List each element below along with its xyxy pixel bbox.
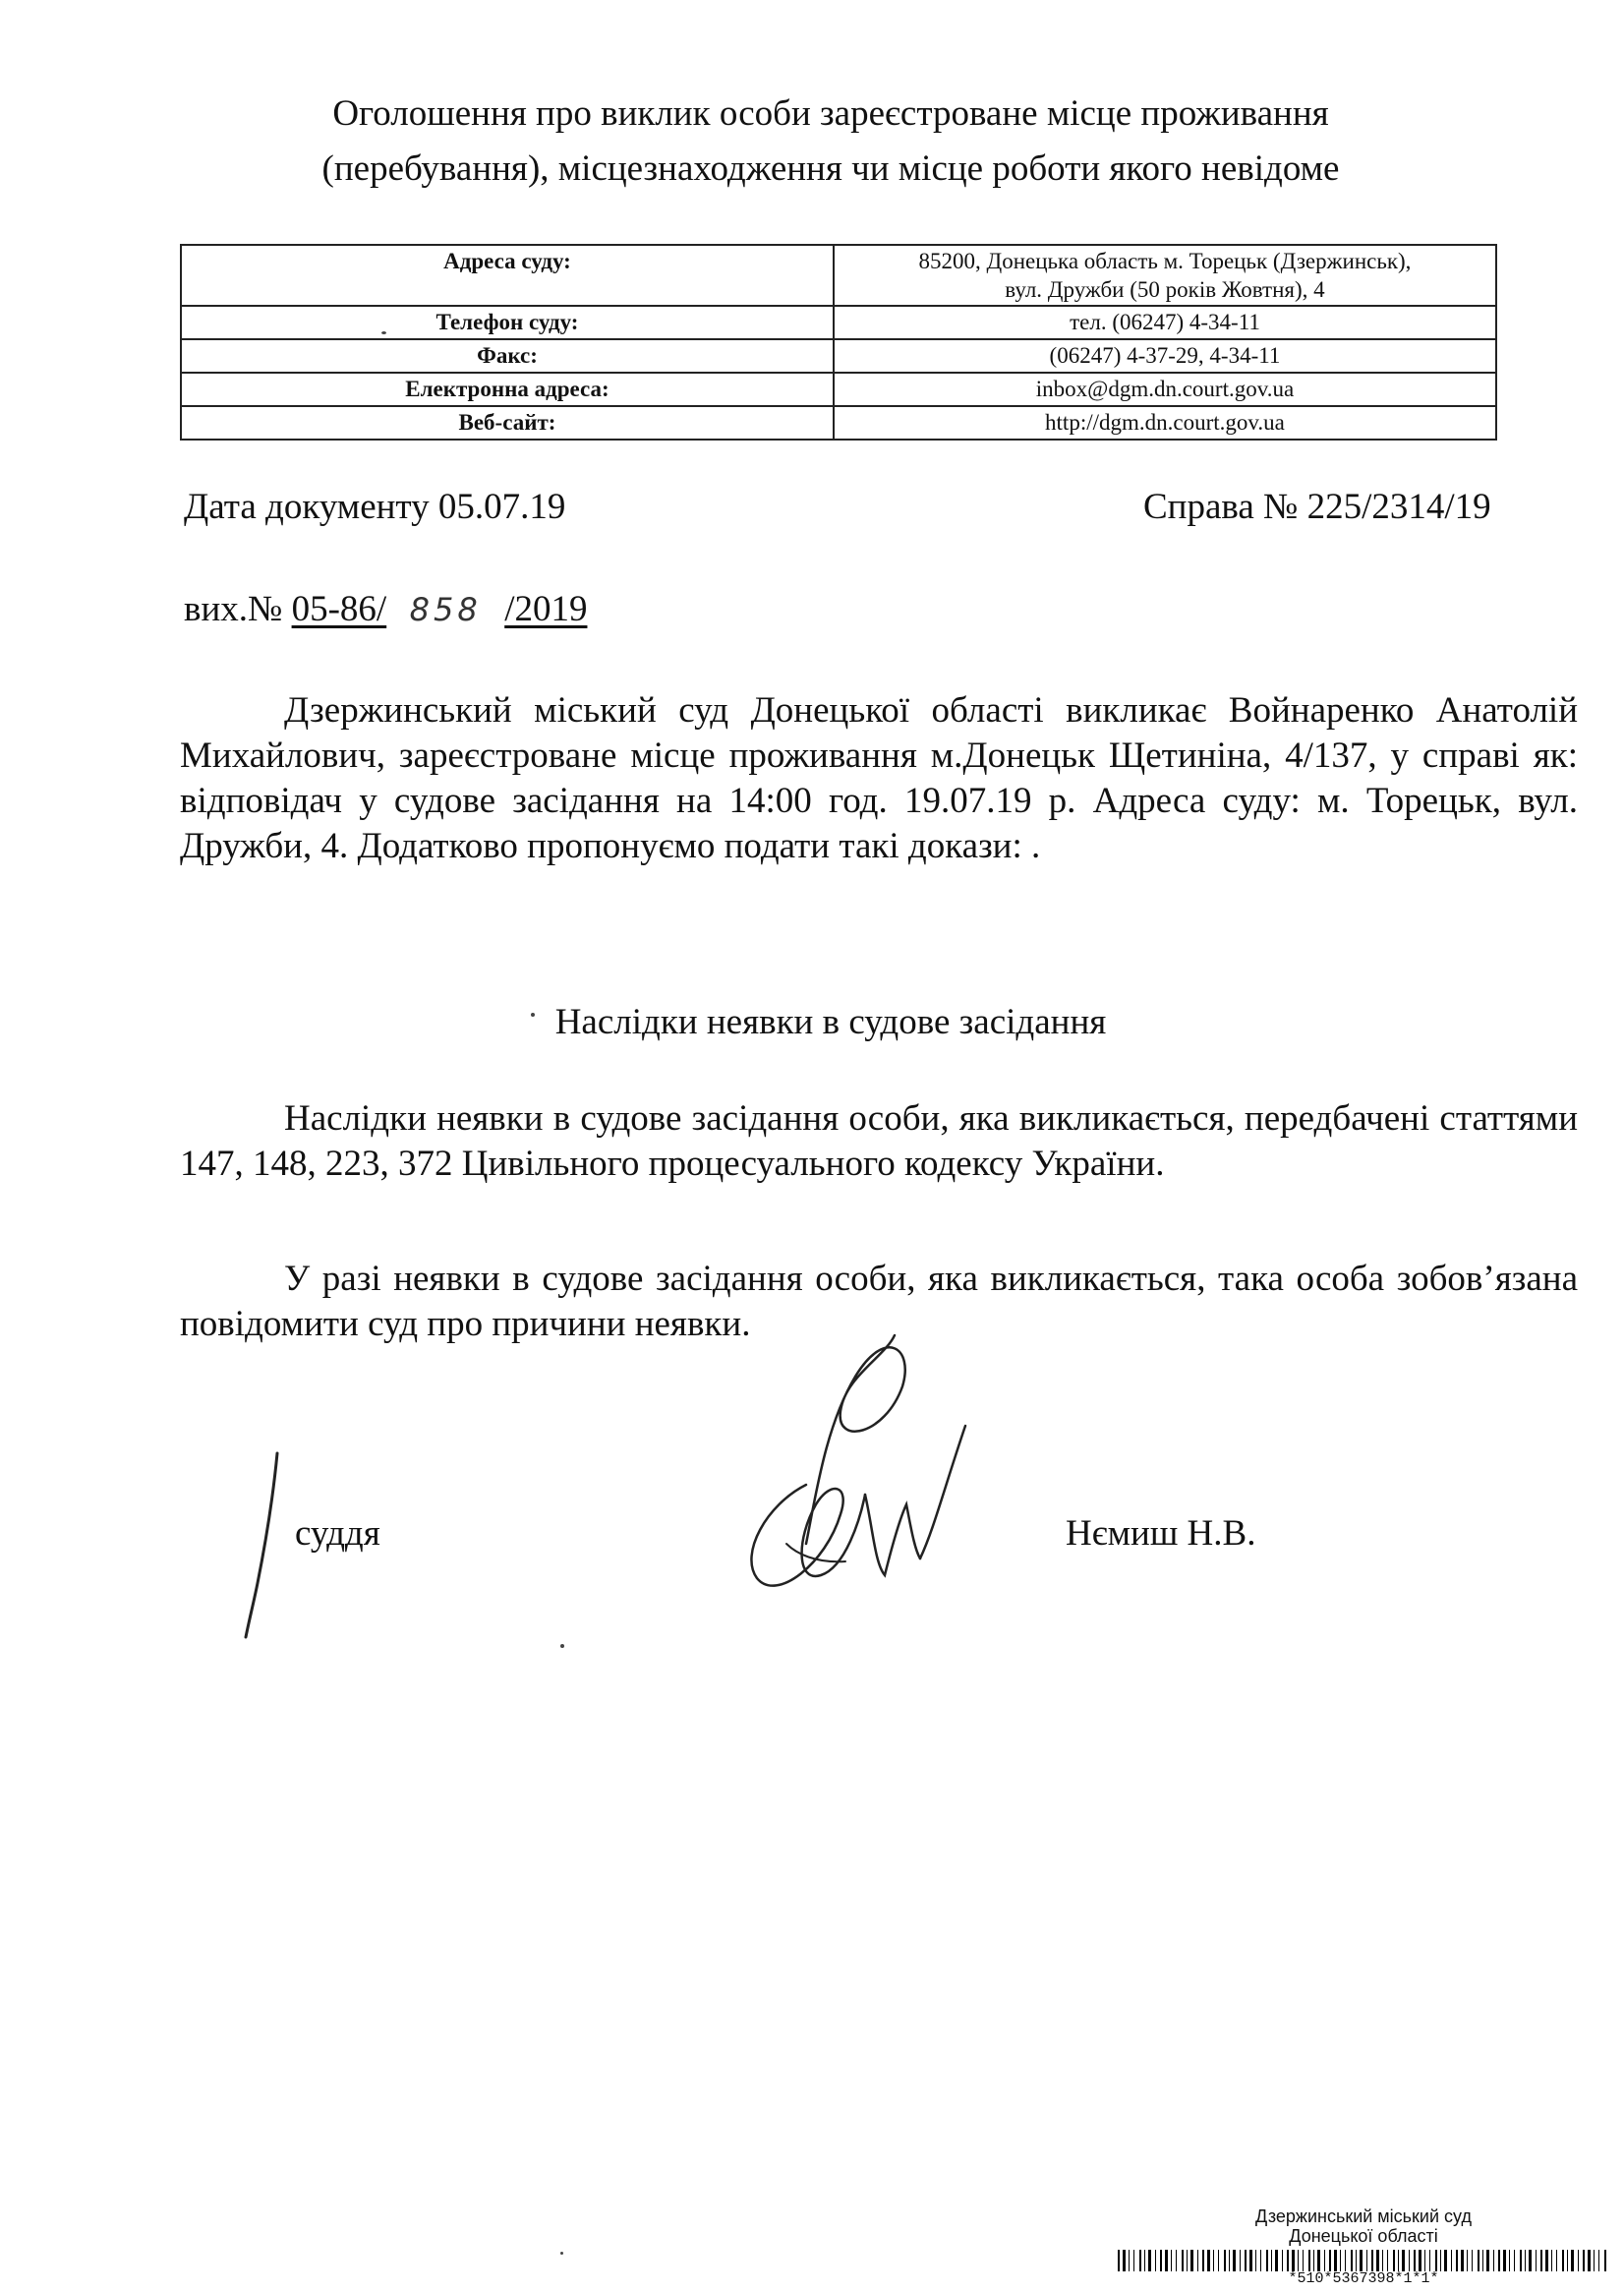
barcode-bar <box>1402 2250 1405 2271</box>
barcode-bar <box>1190 2250 1193 2271</box>
barcode-bar <box>1218 2250 1219 2271</box>
barcode-bar <box>1393 2250 1395 2271</box>
barcode-bar <box>1207 2250 1210 2271</box>
barcode-bar <box>1440 2250 1441 2271</box>
judge-name: Нємиш Н.В. <box>1066 1513 1256 1554</box>
handwritten-number: 858 <box>409 591 482 628</box>
scan-speck <box>381 331 386 334</box>
barcode-bar <box>1224 2250 1226 2271</box>
court-info-row-email <box>181 373 1496 406</box>
barcode-bar <box>1376 2250 1379 2271</box>
consequences-text-2: У разі неявки в судове засідання особи, яка викликається, така особа зобов’язана повідомити суд про причини неявки. <box>180 1259 1578 1344</box>
barcode-bar <box>1229 2250 1230 2271</box>
court-phone-label: Телефон суду: <box>181 306 834 339</box>
barcode-bar <box>1478 2250 1479 2271</box>
outgoing-number-value <box>292 589 588 629</box>
barcode-bar <box>1486 2250 1489 2271</box>
barcode-bar <box>1456 2250 1458 2271</box>
barcode-icon <box>1118 2250 1609 2271</box>
barcode-bar <box>1340 2250 1341 2271</box>
barcode-bar <box>1525 2250 1526 2271</box>
barcode-bar <box>1556 2250 1557 2271</box>
document-title-line-1: Оголошення про виклик особи зареєстроване місце проживання <box>332 93 1329 134</box>
barcode-bar <box>1148 2250 1151 2271</box>
barcode-bar <box>1345 2250 1346 2271</box>
barcode-bar <box>1371 2250 1373 2271</box>
outgoing-number-start: 05-86/ <box>291 589 387 629</box>
handwritten-slash-mark <box>236 1445 295 1642</box>
barcode-bar <box>1382 2250 1383 2271</box>
barcode-bar <box>1578 2250 1579 2271</box>
barcode-bar <box>1414 2250 1416 2271</box>
stamp-court-name: Дзержинський міський суд <box>1255 2206 1472 2226</box>
court-info-table <box>180 244 1497 441</box>
barcode-bar <box>1444 2250 1447 2271</box>
consequences-text-1: Наслідки неявки в судове засідання особи, яка викликається, передбачені статтями 147, 148, 223, 372 Цивільного процесуального кодексу України. <box>180 1098 1578 1184</box>
court-info-row-fax <box>181 339 1496 373</box>
barcode-bar <box>1266 2250 1268 2271</box>
barcode-bar <box>1275 2250 1278 2271</box>
scan-speck <box>531 1013 535 1017</box>
court-address-line-2: вул. Дружби (50 років Жовтня), 4 <box>1005 277 1325 302</box>
barcode-bar <box>1424 2250 1425 2271</box>
barcode-bar <box>1292 2250 1295 2271</box>
court-info-row-address <box>181 245 1496 306</box>
outgoing-number-prefix: вих.№ <box>184 589 292 629</box>
barcode-bar <box>1351 2250 1353 2271</box>
barcode-bar <box>1303 2250 1304 2271</box>
barcode-bar <box>1287 2250 1289 2271</box>
barcode-bar <box>1187 2250 1188 2271</box>
barcode-bar <box>1540 2250 1542 2271</box>
barcode-bar <box>1240 2250 1241 2271</box>
barcode-bar <box>1551 2250 1552 2271</box>
barcode-bar <box>1182 2250 1184 2271</box>
barcode-bar <box>1329 2250 1331 2271</box>
barcode-bar <box>1398 2250 1399 2271</box>
barcode-bar <box>1419 2250 1421 2271</box>
barcode-bar <box>1308 2250 1310 2271</box>
barcode-bar <box>1514 2250 1515 2271</box>
barcode-bar <box>1498 2250 1500 2271</box>
barcode-bar <box>1271 2250 1272 2271</box>
barcode-bar <box>1334 2250 1337 2271</box>
scan-speck <box>560 1644 564 1648</box>
scan-speck <box>560 2252 563 2255</box>
court-website-value: http://dgm.dn.court.gov.ua <box>834 406 1496 440</box>
barcode-bar <box>1313 2250 1314 2271</box>
barcode-bar <box>1598 2250 1599 2271</box>
barcode-bar <box>1409 2250 1410 2271</box>
barcode-bar <box>1472 2250 1473 2271</box>
court-fax-label: Факс: <box>181 339 834 373</box>
barcode-bar <box>1139 2250 1141 2271</box>
barcode-bar <box>1133 2250 1134 2271</box>
consequences-paragraph-1 <box>180 1096 1578 1187</box>
summons-paragraph <box>180 688 1578 869</box>
case-number: Справа № 225/2314/19 <box>1143 487 1491 527</box>
barcode-bar <box>1249 2250 1252 2271</box>
court-fax-value: (06247) 4-37-29, 4-34-11 <box>834 339 1496 373</box>
barcode-bar <box>1165 2250 1168 2271</box>
barcode-bar <box>1529 2250 1532 2271</box>
barcode-bar <box>1176 2250 1177 2271</box>
barcode-bar <box>1324 2250 1325 2271</box>
barcode-bar <box>1604 2250 1606 2271</box>
barcode-bar <box>1366 2250 1367 2271</box>
barcode-bar <box>1118 2250 1120 2271</box>
barcode-bar <box>1545 2250 1548 2271</box>
outgoing-number <box>184 588 587 630</box>
barcode-bar <box>1493 2250 1494 2271</box>
barcode-bar <box>1260 2250 1261 2271</box>
court-info-row-website <box>181 406 1496 440</box>
barcode-bar <box>1298 2250 1299 2271</box>
barcode-number: *510*5367398*1*1* <box>1288 2270 1439 2287</box>
outgoing-number-end: /2019 <box>504 589 588 629</box>
barcode-bar <box>1562 2250 1564 2271</box>
barcode-bar <box>1202 2250 1204 2271</box>
court-address-line-1: 85200, Донецька область м. Торецьк (Дзержинськ), <box>918 249 1412 273</box>
signature-role-label: суддя <box>295 1513 380 1554</box>
barcode-bar <box>1213 2250 1214 2271</box>
barcode-bar <box>1536 2250 1537 2271</box>
barcode-bar <box>1160 2250 1162 2271</box>
barcode-bar <box>1509 2250 1510 2271</box>
court-phone-value: тел. (06247) 4-34-11 <box>834 306 1496 339</box>
barcode-bar <box>1520 2250 1522 2271</box>
consequences-heading: Наслідки неявки в судове засідання <box>554 1002 1107 1042</box>
barcode-bar <box>1594 2250 1595 2271</box>
court-email-value: inbox@dgm.dn.court.gov.ua <box>834 373 1496 406</box>
barcode-bar <box>1123 2250 1126 2271</box>
court-address-value <box>834 245 1496 306</box>
barcode-bar <box>1356 2250 1357 2271</box>
stamp-region-name: Донецької області <box>1289 2226 1438 2246</box>
barcode-bar <box>1245 2250 1247 2271</box>
court-email-label: Електронна адреса: <box>181 373 834 406</box>
barcode-bar <box>1282 2250 1283 2271</box>
barcode-bar <box>1429 2250 1430 2271</box>
barcode-bar <box>1567 2250 1568 2271</box>
barcode-bar <box>1197 2250 1198 2271</box>
barcode-bar <box>1482 2250 1483 2271</box>
barcode-bar <box>1451 2250 1452 2271</box>
court-website-label: Веб-сайт: <box>181 406 834 440</box>
document-title-line-2: (перебування), місцезнаходження чи місце роботи якого невідоме <box>321 148 1340 189</box>
barcode-bar <box>1461 2250 1464 2271</box>
barcode-bar <box>1583 2250 1585 2271</box>
barcode-bar <box>1233 2250 1236 2271</box>
barcode-bar <box>1317 2250 1320 2271</box>
court-address-label: Адреса суду: <box>181 245 834 306</box>
document-date: Дата документу 05.07.19 <box>184 487 566 527</box>
judge-signature <box>737 1318 993 1622</box>
summons-text: Дзержинський міський суд Донецької області викликає Войнаренко Анатолій Михайлович, зареєстроване місце проживання м.Донецьк Щетиніна, 4/137, у справі як: відповідач у судове засідання на 14:00 год. 19.07.19 р. Адреса суду: м. Торецьк, вул. Дружби, 4. Додатково пропонуємо подати такі докази: . <box>180 690 1578 866</box>
court-info-row-phone <box>181 306 1496 339</box>
document-title <box>147 87 1514 197</box>
barcode-bar <box>1129 2250 1130 2271</box>
barcode-bar <box>1467 2250 1468 2271</box>
barcode-bar <box>1571 2250 1574 2271</box>
barcode-bar <box>1435 2250 1437 2271</box>
court-barcode-stamp <box>1113 2206 1614 2287</box>
barcode-bar <box>1503 2250 1506 2271</box>
barcode-bar <box>1360 2250 1363 2271</box>
barcode-bar <box>1171 2250 1172 2271</box>
barcode-bar <box>1588 2250 1591 2271</box>
barcode-bar <box>1255 2250 1256 2271</box>
barcode-bar <box>1155 2250 1156 2271</box>
barcode-bar <box>1387 2250 1388 2271</box>
barcode-bar <box>1144 2250 1145 2271</box>
